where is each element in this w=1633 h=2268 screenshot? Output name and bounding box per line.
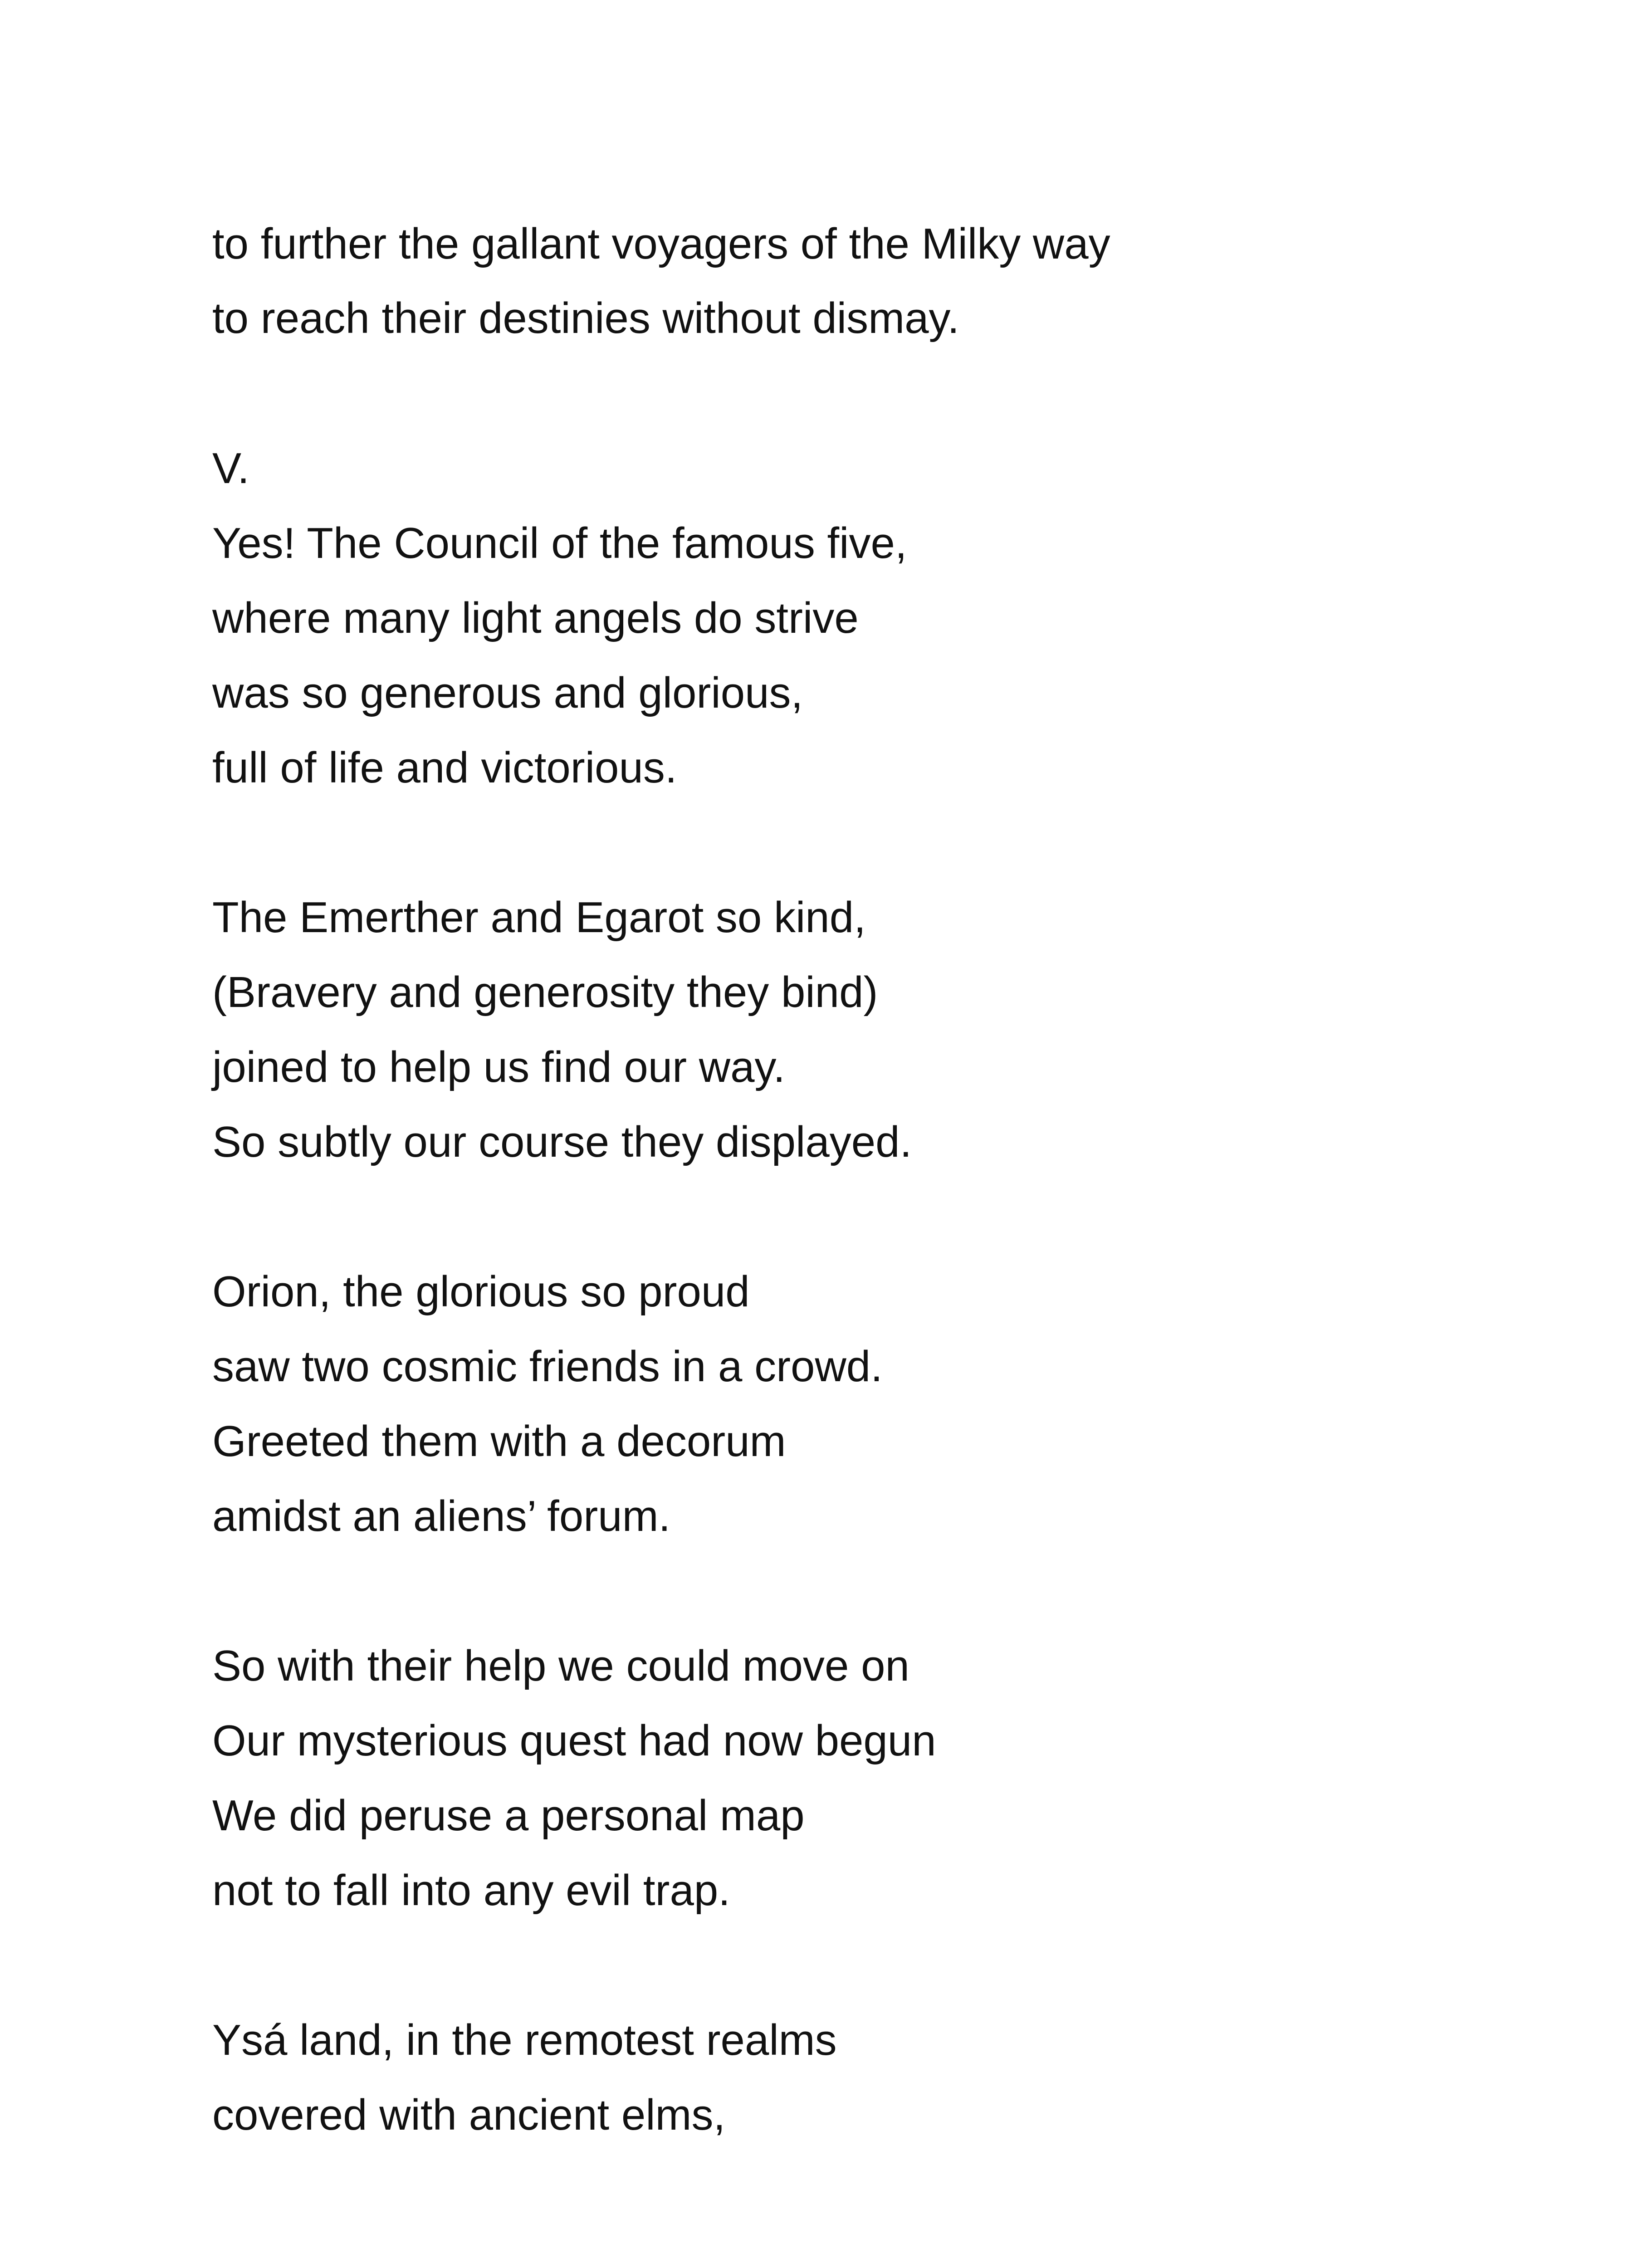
section-heading: V. (212, 444, 249, 493)
poem-line: Yes! The Council of the famous five, (212, 519, 907, 567)
poem-line: amidst an aliens’ forum. (212, 1492, 671, 1540)
poem-line: We did peruse a personal map (212, 1791, 805, 1840)
poem-line: The Emerther and Egarot so kind, (212, 893, 866, 942)
poem-line: So with their help we could move on (212, 1642, 909, 1690)
poem-line: full of life and victorious. (212, 743, 677, 792)
poem-line: Orion, the glorious so proud (212, 1267, 750, 1316)
poem-line: was so generous and glorious, (212, 669, 803, 717)
poem-line: not to fall into any evil trap. (212, 1866, 730, 1915)
poem-line: Our mysterious quest had now begun (212, 1716, 936, 1765)
poem-line: So subtly our course they displayed. (212, 1118, 912, 1166)
poem-line: (Bravery and generosity they bind) (212, 968, 878, 1017)
poem-line: covered with ancient elms, (212, 2091, 726, 2139)
poem-line: Ysá land, in the remotest realms (212, 2016, 837, 2064)
poem-line: Greeted them with a decorum (212, 1417, 786, 1466)
poem-line: to further the gallant voyagers of the Milky way (212, 220, 1110, 268)
poem-line: to reach their destinies without dismay. (212, 294, 959, 342)
poem-line: joined to help us find our way. (212, 1043, 785, 1091)
poem-line: saw two cosmic friends in a crowd. (212, 1342, 883, 1391)
poem-line: where many light angels do strive (212, 594, 859, 642)
